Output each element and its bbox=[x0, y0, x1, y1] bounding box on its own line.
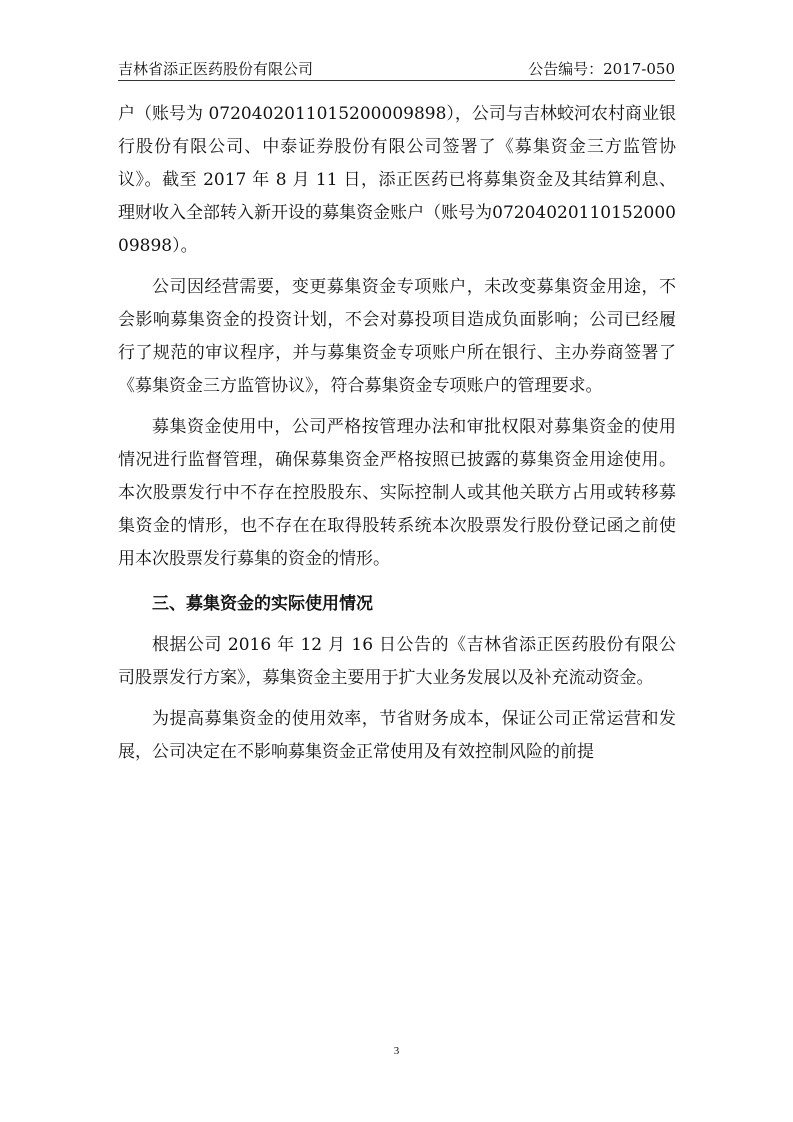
header-company-name: 吉林省添正医药股份有限公司 bbox=[118, 60, 314, 78]
section-heading: 三、募集资金的实际使用情况 bbox=[152, 594, 373, 614]
header-notice-number: 公告编号：2017-050 bbox=[528, 60, 675, 78]
page-number: 3 bbox=[393, 1045, 400, 1057]
page-header bbox=[118, 58, 675, 81]
paragraph-account-transfer: 户（账号为 0720402011015200009898），公司与吉林蛟河农村商业银行股份有限公司、中泰证券股份有限公司签署了《募集资金三方监管协议》。截至 2017 年 8 月 11 日，添正医药已将募集资金及其结算利息、理财收入全部转入新开设的募集资金账户（账号为0720402011015200009898）。 bbox=[118, 104, 676, 256]
paragraph-fund-efficiency: 为提高募集资金的使用效率，节省财务成本，保证公司正常运营和发展，公司决定在不影响募集资金正常使用及有效控制风险的前提 bbox=[118, 709, 676, 762]
paragraph-fund-purpose: 根据公司 2016 年 12 月 16 日公告的《吉林省添正医药股份有限公司股票发行方案》，募集资金主要用于扩大业务发展以及补充流动资金。 bbox=[118, 635, 676, 688]
paragraph-fund-supervision: 募集资金使用中，公司严格按管理办法和审批权限对募集资金的使用情况进行监督管理，确保募集资金严格按照已披露的募集资金用途使用。本次股票发行中不存在控股股东、实际控制人或其他关联方占用或转移募集资金的情形，也不存在在取得股转系统本次股票发行股份登记函之前使用本次股票发行募集的资金的情形。 bbox=[118, 417, 676, 569]
paragraph-account-change: 公司因经营需要，变更募集资金专项账户，未改变募集资金用途，不会影响募集资金的投资计划，不会对募投项目造成负面影响；公司已经履行了规范的审议程序，并与募集资金专项账户所在银行、主办券商签署了《募集资金三方监管协议》，符合募集资金专项账户的管理要求。 bbox=[118, 277, 676, 396]
document-body bbox=[118, 98, 676, 769]
